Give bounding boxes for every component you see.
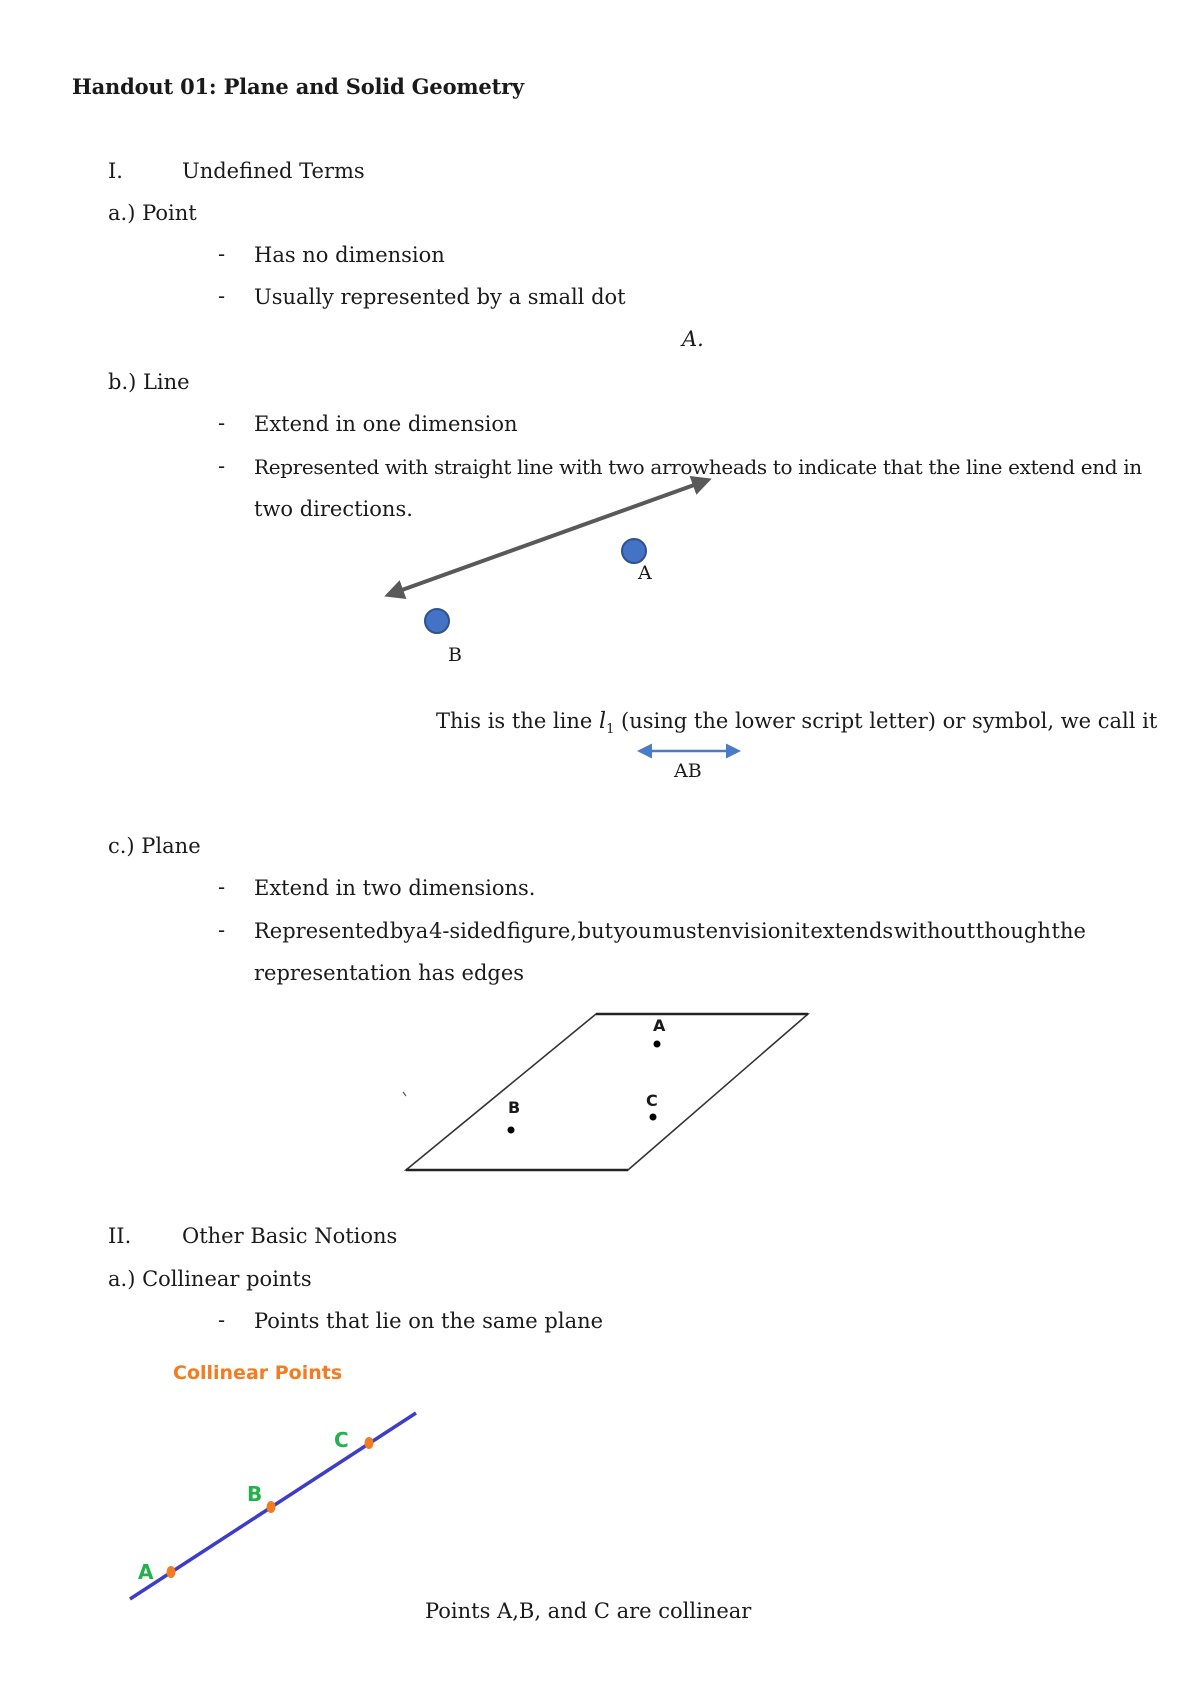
collinear-point-c-label: C [334,1428,349,1452]
collinear-point-a-label: A [138,1560,154,1584]
justified-word: envision [705,919,794,943]
bullet-dash: - [218,918,226,942]
line-symbol-subscript: 1 [606,722,615,738]
justified-word: without [893,919,976,943]
justified-word: extends [810,919,894,943]
plane-point-b-label: B [508,1098,521,1117]
justified-word: 4-sided [428,919,507,943]
collinear-point-c-dot [365,1437,374,1449]
section-heading: Undefined Terms [182,159,365,183]
caption-text-pre: This is the line [436,709,593,733]
bullet-text-continued: two directions. [254,497,413,521]
justified-word: though [975,919,1051,943]
section-numeral: I. [108,159,123,183]
bullet-text-continued: representation has edges [254,961,525,985]
bullet-dash: - [218,411,226,435]
justified-word: you [613,919,652,943]
subsection-label: a.) Point [108,201,197,225]
section-heading: Other Basic Notions [182,1224,398,1248]
line-symbol-l: l [599,709,607,734]
bullet-dash: - [218,454,226,478]
ab-symbol-label: AB [674,760,702,782]
collinear-point-b-label: B [247,1482,263,1506]
section-numeral: II. [108,1224,132,1248]
collinear-point-a-dot [167,1566,176,1578]
caption-text-post: (using the lower script letter) or symbol, we call it [621,709,1158,733]
collinear-caption: Points A,B, and C are collinear [425,1599,752,1623]
justified-word: Represented [254,919,390,943]
plane-point-a-label: A [653,1016,666,1035]
subsection-label: c.) Plane [108,834,201,858]
justified-word: but [577,919,614,943]
bullet-text: Usually represented by a small dot [254,285,626,309]
plane-point-c-label: C [646,1091,658,1110]
justified-word: it [794,919,810,943]
justified-word: a [415,919,429,943]
justified-word: the [1051,919,1086,943]
justified-word: figure, [506,919,577,943]
bullet-text: Extend in one dimension [254,412,518,436]
bullet-dash: - [218,875,226,899]
point-a-label: A [638,562,652,584]
collinear-figure-title: Collinear Points [173,1362,343,1384]
page-title: Handout 01: Plane and Solid Geometry [72,74,524,99]
subsection-label: b.) Line [108,370,190,394]
point-b-label: B [448,644,462,666]
bullet-dash: - [218,242,226,266]
bullet-dash: - [218,1308,226,1332]
subsection-label: a.) Collinear points [108,1267,312,1291]
justified-word: by [389,919,416,943]
collinear-point-b-dot [267,1501,276,1513]
bullet-text: Represented with straight line with two arrowheads to indicate that the line extend end in [254,455,1142,479]
bullet-text: Points that lie on the same plane [254,1309,604,1333]
justified-word: must [652,919,706,943]
bullet-text: Has no dimension [254,243,445,267]
bullet-dash: - [218,284,226,308]
point-example-label: A. [682,327,704,351]
bullet-text: Extend in two dimensions. [254,876,536,900]
